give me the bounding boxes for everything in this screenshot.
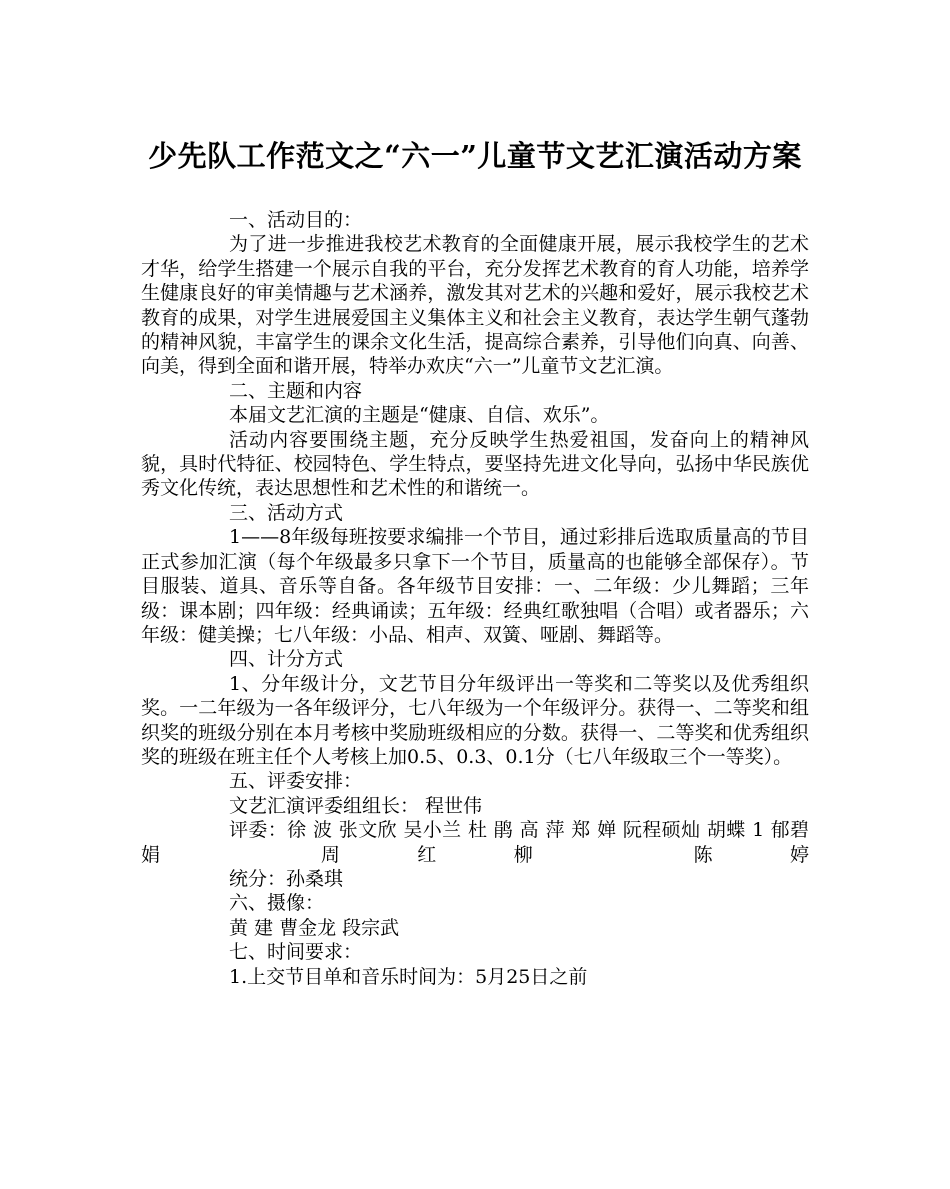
- paragraph-content: 活动内容要围绕主题，充分反映学生热爱祖国，发奋向上的精神风貌，具时代特征、校园特色、学生特点，要坚持先进文化导向，弘扬中华民族优秀文化传统，表达思想性和艺术性的和谐统一。: [141, 428, 809, 500]
- section-heading-camera: 六、摄像：: [229, 892, 325, 915]
- paragraph-method: 1——8年级每班按要求编排一个节目，通过彩排后选取质量高的节目正式参加汇演（每个年级最多只拿下一个节目，质量高的也能够全部保存）。节目服装、道具、音乐等自备。各年级节目安排：一、二年级：少儿舞蹈；三年级：课本剧；四年级：经典诵读；五年级：经典红歌独唱（合唱）或者器乐；六年级：健美操；七八年级：小品、相声、双簧、哑剧、舞蹈等。: [141, 526, 809, 646]
- paragraph-deadline: 1.上交节目单和音乐时间为：5月25日之前: [229, 965, 588, 988]
- paragraph-judge-leader: 文艺汇演评委组组长： 程世伟: [229, 794, 483, 817]
- paragraph-camera-crew: 黄 建 曹金龙 段宗武: [229, 916, 400, 939]
- document-body: [141, 208, 809, 989]
- section-heading-judges: 五、评委安排：: [229, 770, 363, 793]
- section-heading-scoring: 四、计分方式: [229, 648, 344, 671]
- section-heading-method: 三、活动方式: [229, 501, 344, 524]
- document-title: 少先队工作范文之“六一”儿童节文艺汇演活动方案: [148, 139, 802, 173]
- paragraph-scorer: 统分：孙桑琪: [229, 867, 344, 890]
- paragraph-judges-list: 评委：徐 波 张文欣 吴小兰 杜 鹃 高 萍 郑 婵 阮程硕灿 胡蝶 1 郁碧娟 周红柳 陈婷: [141, 819, 809, 866]
- section-heading-purpose: 一、活动目的：: [229, 209, 363, 231]
- section-heading-schedule: 七、时间要求：: [229, 941, 363, 964]
- paragraph-purpose: 为了进一步推进我校艺术教育的全面健康开展，展示我校学生的艺术才华，给学生搭建一个展示自我的平台，充分发挥艺术教育的育人功能，培养学生健康良好的审美情趣与艺术涵养，激发其对艺术的兴趣和爱好，展示我校艺术教育的成果，对学生进展爱国主义集体主义和社会主义教育，表达学生朝气蓬勃的精神风貌，丰富学生的课余文化生活，提高综合素养，引导他们向真、向善、向美，得到全面和谐开展，特举办欢庆“六一”儿童节文艺汇演。: [141, 233, 809, 378]
- paragraph-scoring: 1、分年级计分，文艺节目分年级评出一等奖和二等奖以及优秀组织奖。一二年级为一各年级评分，七八年级为一个年级评分。获得一、二等奖和组织奖的班级分别在本月考核中奖励班级相应的分数。获得一、二等奖和优秀组织奖的班级在班主任个人考核上加0.5、0.3、0.1分（七八年级取三个一等奖）。: [141, 672, 809, 768]
- section-heading-theme: 二、主题和内容: [229, 379, 363, 402]
- paragraph-theme: 本届文艺汇演的主题是“健康、自信、欢乐”。: [229, 404, 610, 427]
